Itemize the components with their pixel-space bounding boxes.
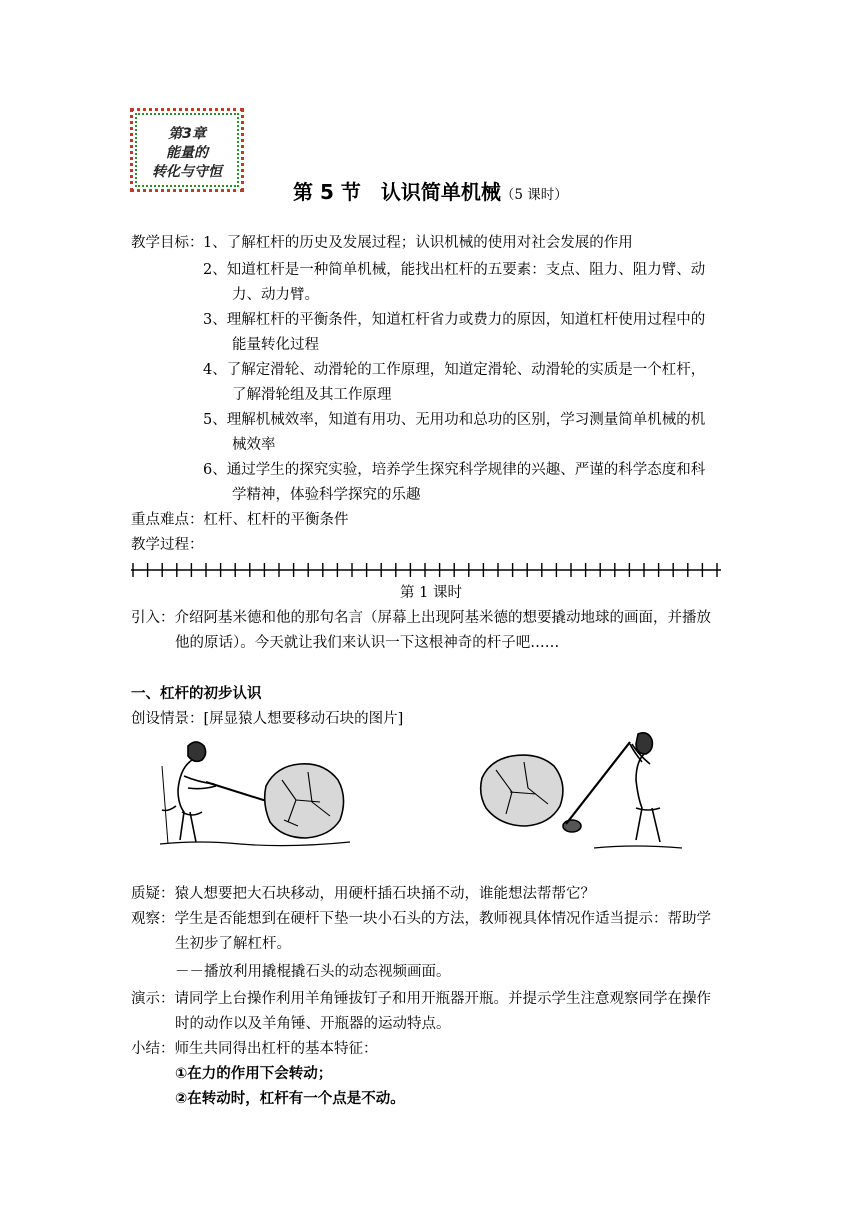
chapter-badge-text — [133, 125, 241, 182]
process-label: 教学过程： — [131, 537, 204, 553]
summary-text: 小结：师生共同得出杠杆的基本特征： — [131, 1041, 378, 1057]
objectives-label: 教学目标： — [131, 235, 204, 251]
demo-line-1: 演示：请同学上台操作利用羊角锤拔钉子和用开瓶器开瓶。并提示学生注意观察同学在操作 — [131, 991, 711, 1007]
objective-6: 6、通过学生的探究实验，培养学生探究科学规律的兴趣、严谨的科学态度和科 — [203, 462, 706, 478]
feature-1: ①在力的作用下会转动； — [175, 1066, 333, 1082]
objective-6-cont: 学精神，体验科学探究的乐趣 — [232, 487, 421, 503]
section-heading: 一、杠杆的初步认识 — [131, 686, 262, 702]
observe-line-3: －－播放利用撬棍撬石头的动态视频画面。 — [175, 964, 451, 980]
objective-3-cont: 能量转化过程 — [232, 337, 319, 353]
intro-line-1: 引入：介绍阿基米德和他的那句名言（屏幕上出现阿基米德的想要撬动地球的画面，并播放 — [131, 610, 711, 626]
caveman-prying-rock-illustration — [474, 730, 684, 854]
demo-line-2: 时的动作以及羊角锤、开瓶器的运动特点。 — [175, 1016, 451, 1032]
intro-line-2: 他的原话）。今天就让我们来认识一下这根神奇的杆子吧…… — [175, 635, 560, 651]
observe-line-1: 观察：学生是否能想到在硬杆下垫一块小石头的方法，教师视具体情况作适当提示：帮助学 — [131, 911, 711, 927]
lesson-label: 第 1 课时 — [400, 585, 462, 601]
badge-line-1: 第3章 — [168, 126, 206, 142]
objective-3: 3、理解杠杆的平衡条件，知道杠杆省力或费力的原因，知道杠杆使用过程中的 — [203, 312, 706, 328]
decorative-divider — [131, 561, 721, 579]
objective-4-cont: 了解滑轮组及其工作原理 — [232, 387, 392, 403]
observe-line-2: 生初步了解杠杆。 — [175, 936, 291, 952]
objective-2-cont: 力、动力臂。 — [232, 287, 319, 303]
title-main: 第 5 节 认识简单机械 — [293, 180, 501, 204]
badge-line-2: 能量的 — [166, 145, 208, 161]
scenario-text: 创设情景：[屏显猿人想要移动石块的图片] — [131, 711, 404, 727]
page-title — [293, 176, 568, 205]
objective-1: 1、了解杠杆的历史及发展过程；认识机械的使用对社会发展的作用 — [203, 235, 633, 251]
feature-2: ②在转动时，杠杆有一个点是不动。 — [175, 1091, 405, 1107]
objective-4: 4、了解定滑轮、动滑轮的工作原理，知道定滑轮、动滑轮的实质是一个杠杆， — [203, 362, 706, 378]
objective-5-cont: 械效率 — [232, 437, 276, 453]
badge-line-3: 转化与守恒 — [152, 164, 222, 180]
caveman-pushing-rock-illustration — [158, 736, 358, 854]
key-points: 重点难点：杠杆、杠杆的平衡条件 — [131, 512, 349, 528]
chapter-badge — [130, 108, 244, 192]
title-sub: （5 课时） — [500, 187, 568, 203]
question-text: 质疑：猿人想要把大石块移动，用硬杆插石块捅不动，谁能想法帮帮它？ — [131, 886, 595, 902]
objective-5: 5、理解机械效率，知道有用功、无用功和总功的区别，学习测量简单机械的机 — [203, 412, 706, 428]
objective-2: 2、知道杠杆是一种简单机械，能找出杠杆的五要素：支点、阻力、阻力臂、动 — [203, 262, 706, 278]
